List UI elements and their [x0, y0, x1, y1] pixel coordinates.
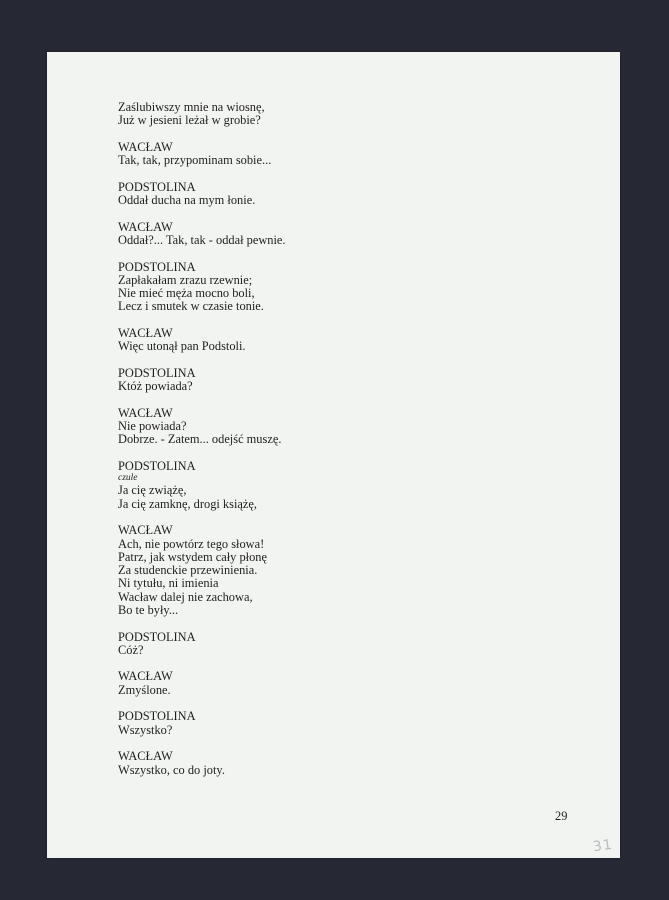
- dialogue-block: [118, 101, 558, 128]
- speaker-name: PODSTOLINA: [118, 259, 196, 274]
- speaker-name: WACŁAW: [118, 219, 173, 234]
- verse-line: Oddał ducha na mym łonie.: [118, 193, 256, 208]
- verse-line: Patrz, jak wstydem cały płonę: [118, 549, 267, 564]
- speaker-name: WACŁAW: [118, 749, 173, 764]
- verse-line: Oddał?... Tak, tak - oddał pewnie.: [118, 232, 286, 247]
- dialogue-block: [118, 670, 558, 697]
- verse-line: Któż powiada?: [118, 379, 193, 394]
- archive-pencil-mark: 31: [591, 836, 614, 856]
- dialogue-block: [118, 524, 558, 617]
- dialogue-block: [118, 181, 558, 208]
- dialogue-block: [118, 750, 558, 777]
- verse-line: Więc utonął pan Podstoli.: [118, 339, 246, 354]
- dialogue-block: [118, 367, 558, 394]
- dialogue-block: [118, 631, 558, 658]
- verse-line: Lecz i smutek w czasie tonie.: [118, 299, 264, 314]
- speaker-name: WACŁAW: [118, 326, 173, 341]
- dialogue-block: [118, 460, 558, 511]
- dialogue-block: [118, 710, 558, 737]
- verse-line: Wacław dalej nie zachowa,: [118, 589, 253, 604]
- speaker-name: WACŁAW: [118, 669, 173, 684]
- verse-line: Ni tytułu, ni imienia: [118, 576, 219, 591]
- verse-line: Zaślubiwszy mnie na wiosnę,: [118, 100, 265, 114]
- verse-line: Ja cię zamknę, drogi książę,: [118, 496, 257, 511]
- verse-line: Ach, nie powtórz tego słowa!: [118, 536, 265, 551]
- dialogue-block: [118, 221, 558, 248]
- speaker-name: PODSTOLINA: [118, 365, 196, 380]
- speaker-name: PODSTOLINA: [118, 459, 196, 474]
- verse-line: Tak, tak, przypominam sobie...: [118, 153, 272, 168]
- verse-line: Wszystko?: [118, 722, 173, 737]
- dialogue-block: [118, 261, 558, 314]
- verse-line: Zmyślone.: [118, 682, 171, 697]
- speaker-name: WACŁAW: [118, 523, 173, 538]
- dialogue-text: [118, 101, 558, 790]
- verse-line: Dobrze. - Zatem... odejść muszę.: [118, 432, 282, 447]
- stage-direction: czule: [118, 473, 138, 484]
- speaker-name: PODSTOLINA: [118, 709, 196, 724]
- dialogue-block: [118, 407, 558, 447]
- document-page: [47, 52, 620, 858]
- verse-line: Za studenckie przewinienia.: [118, 563, 258, 578]
- verse-line: Zapłakałam zrazu rzewnie;: [118, 272, 253, 287]
- verse-line: Nie mieć męża mocno boli,: [118, 286, 255, 301]
- verse-line: Nie powiada?: [118, 419, 187, 434]
- verse-line: Bo te były...: [118, 602, 179, 617]
- dialogue-block: [118, 327, 558, 354]
- verse-line: Ja cię zwiążę,: [118, 483, 187, 498]
- speaker-name: WACŁAW: [118, 139, 173, 154]
- verse-line: Już w jesieni leżał w grobie?: [118, 113, 261, 128]
- verse-line: Cóż?: [118, 642, 144, 657]
- speaker-name: PODSTOLINA: [118, 179, 196, 194]
- dialogue-block: [118, 141, 558, 168]
- verse-line: Wszystko, co do joty.: [118, 762, 225, 777]
- speaker-name: WACŁAW: [118, 405, 173, 420]
- page-number: 29: [555, 809, 568, 823]
- speaker-name: PODSTOLINA: [118, 629, 196, 644]
